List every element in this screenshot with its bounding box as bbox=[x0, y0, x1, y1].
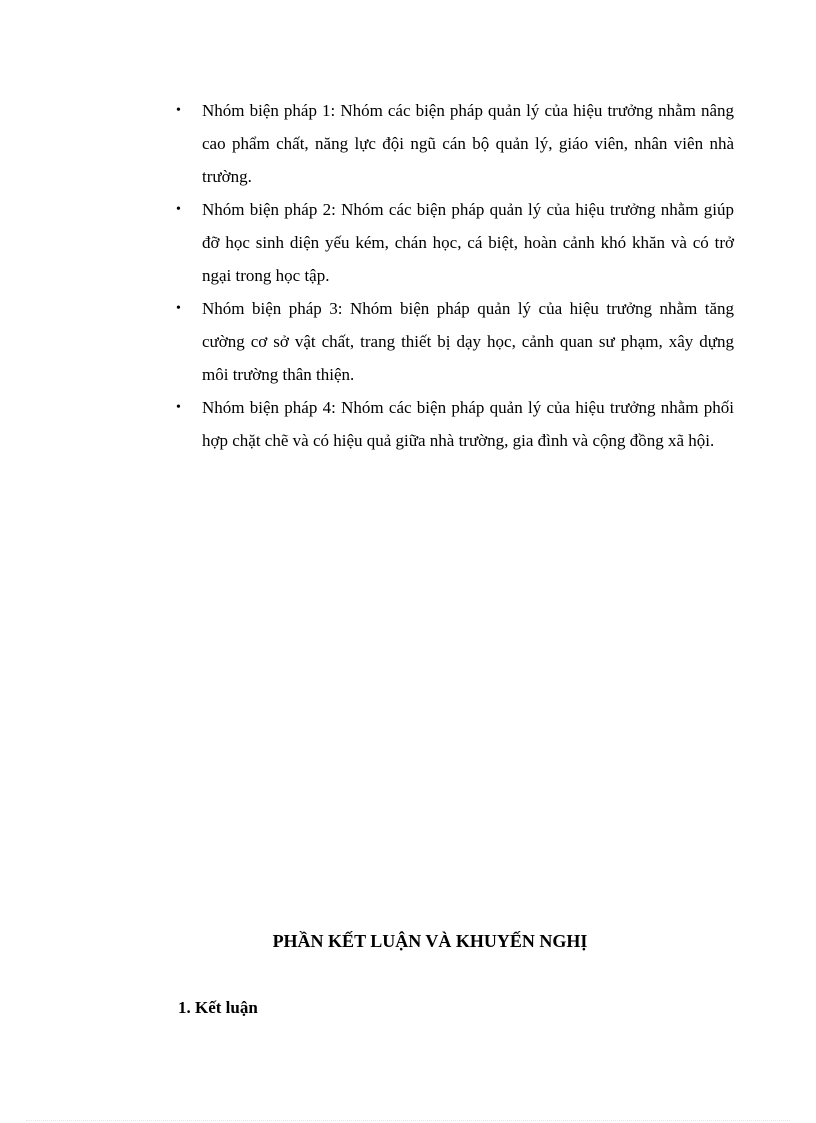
bullet-item-measure-4 bbox=[176, 391, 734, 457]
bullet-icon: • bbox=[176, 103, 181, 118]
bullet-icon: • bbox=[176, 202, 181, 217]
bullet-text: Nhóm biện pháp 4: Nhóm các biện pháp quản lý của hiệu trưởng nhằm phối hợp chặt chẽ và có hiệu quả giữa nhà trường, gia đình và cộng đồng xã hội. bbox=[202, 398, 734, 450]
bullet-icon: • bbox=[176, 301, 181, 316]
bullet-text: Nhóm biện pháp 1: Nhóm các biện pháp quản lý của hiệu trưởng nhằm nâng cao phẩm chất, năng lực đội ngũ cán bộ quản lý, giáo viên, nhân viên nhà trường. bbox=[202, 101, 734, 186]
bullet-text: Nhóm biện pháp 2: Nhóm các biện pháp quản lý của hiệu trưởng nhằm giúp đỡ học sinh diện yếu kém, chán học, cá biệt, hoàn cảnh khó khăn và có trở ngại trong học tập. bbox=[202, 200, 734, 285]
bullet-item-measure-1 bbox=[176, 94, 734, 193]
measures-bullet-list bbox=[176, 94, 734, 457]
bullet-icon: • bbox=[176, 400, 181, 415]
bullet-item-measure-2 bbox=[176, 193, 734, 292]
bullet-text: Nhóm biện pháp 3: Nhóm biện pháp quản lý của hiệu trưởng nhằm tăng cường cơ sở vật chất, trang thiết bị dạy học, cảnh quan sư phạm, xây dựng môi trường thân thiện. bbox=[202, 299, 734, 384]
page-bottom-edge bbox=[26, 1120, 790, 1121]
section-title: PHẦN KẾT LUẬN VÀ KHUYẾN NGHỊ bbox=[272, 931, 588, 951]
bullet-item-measure-3 bbox=[176, 292, 734, 391]
subheading-conclusion: 1. Kết luận bbox=[178, 998, 258, 1017]
